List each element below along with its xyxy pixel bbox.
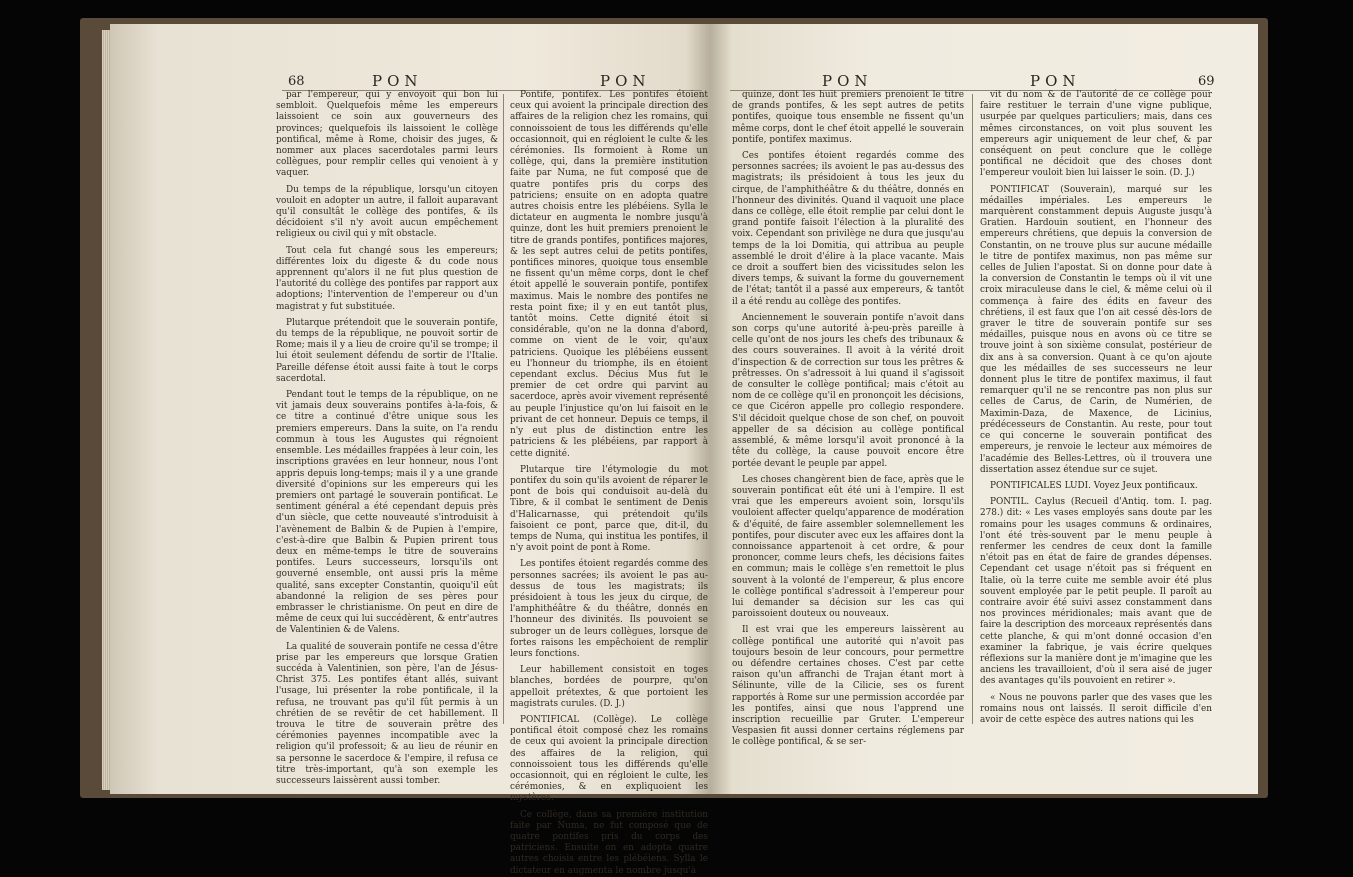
paragraph: Anciennement le souverain pontife n'avoit dans son corps qu'une autorité à-peu-près pareille à celle qu'ont de nos jours les chefs des tribunaux & des cours souveraines. Il avoit à la vérité droit d'inspection & de correction sur tous les prêtres & prêtresses. On s'adressoit à lui quand il s'agissoit de consulter le collège pontifical; mais c'étoit au nom de ce collège qu'il en prononçoit les décisions, ce que Cicéron appelle pro collegio respondere. S'il décidoit quelque chose de son chef, on pouvoit appeller de sa décision au collège pontifical assemblé, & même lorsqu'il avoit prononcé à la tête du collège, la cause pouvoit encore être portée devant le peuple par appel. [732, 312, 964, 469]
paragraph: Ces pontifes étoient regardés comme des personnes sacrées; ils avoient le pas au-dessus des magistrats; ils présidoient à tous les jeux du cirque, de l'amphithéâtre & du théâtre, donnés en l'honneur des divinités. Quand il vaquoit une place dans ce collège, elle étoit remplie par celui dont le grand pontife faisoit l'élection à la pluralité des voix. Cependant son privilège ne dura que jusqu'au temps de la loi Domitia, qui attribua au peuple assemblé le droit d'élire à la place vacante. Mais ce droit a souffert bien des vicissitudes selon les divers temps, & suivant la forme du gouvernement de l'état; tantôt il a passé aux empereurs, & tantôt il a été rendu au collège des pontifes. [732, 151, 964, 307]
paragraph: Leur habillement consistoit en toges blanches, bordées de pourpre, qu'on appelloit prétextes, & que portoient les magistrats curules. (D. J.) [510, 665, 708, 709]
left-column-1 [276, 90, 498, 786]
paragraph: Plutarque tire l'étymologie du mot pontifex du soin qu'ils avoient de réparer le pont de bois qui conduisoit au-delà du Tibre, & il combat le sentiment de Denis d'Halicarnasse, qui prétendoit qu'ils faisoient ce pont, parce que, dit-il, du temps de Numa, qui institua les pontifes, il n'y avoit point de pont à Rome. [510, 464, 708, 554]
paragraph: Du temps de la république, lorsqu'un citoyen vouloit en adopter un autre, il falloit auparavant qu'il consultât le collège des pontifes, & ils décidoient s'il n'y avoit aucun empêchement religieux ou civil qui y mît obstacle. [276, 184, 498, 240]
paragraph: quinze, dont les huit premiers prenoient le titre de grands pontifes, & les sept autres de petits pontifes, quoique tous ensemble ne fissent qu'un même corps, dont le chef étoit appellé le souverain pontife, pontifex maximus. [732, 90, 964, 145]
running-head-right-1: PON [822, 72, 873, 90]
paragraph: La qualité de souverain pontife ne cessa d'être prise par les empereurs que lorsque Gratien succéda à Valentinien, son père, l'an de Jésus-Christ 375. Les pontifes étant allés, suivant l'usage, lui présenter la robe pontificale, il la refusa, ne trouvant pas qu'il fût permis à un chrétien de se revêtir de cet habillement. Il trouva le titre de souverain prêtre des cérémonies payennes incompatible avec la religion qu'il professoit; & au lieu de réunir en sa personne le sacerdoce & l'empire, il refusa ce titre très-important, qu'à son exemple les successeurs laissèrent aussi tomber. [276, 641, 498, 786]
paragraph: Pendant tout le temps de la république, on ne vit jamais deux souverains pontifes à-la-fois, & ce titre a continué d'être unique sous les premiers empereurs. Dans la suite, on l'a rendu commun à tous les Augustes qui régnoient ensemble. Les médailles frappées à leur coin, les inscriptions gravées en leur honneur, nous l'ont appris depuis long-temps; mais il y a une grande diversité d'opinions sur les empereurs qui les premiers ont partagé le souverain pontificat. Le sentiment général a été cependant depuis près d'un siècle, que cette nouveauté s'introduisit à l'avènement de Balbin & de Pupien à l'empire, c'est-à-dire que Balbin & Pupien prirent tous deux en même-temps le titre de souverains pontifes. Leurs successeurs, lorsqu'ils ont gouverné ensemble, ont aussi pris la même qualité, sans excepter Constantin, quoiqu'il eût abandonné la religion de ses pères pour embrasser le christianisme. On peut en dire de même de ceux qui lui succédèrent, & entr'autres de Valentinien & de Valens. [276, 390, 498, 636]
right-column-1 [732, 90, 964, 748]
right-column-2 [980, 90, 1212, 730]
paragraph: Pontife, pontifex. Les pontifes étoient ceux qui avoient la principale direction des affaires de la religion chez les romains, qui connoissoient de tous les différends qu'elle occasionnoit, qui en régloient le culte & les cérémonies. Ils formoient à Rome un collège, qui, dans la première institution faite par Numa, ne fut composé que de quatre pontifes pris du corps des patriciens; ensuite on en adopta quatre autres choisis entre les plébéiens. Sylla le dictateur en augmenta le nombre jusqu'à quinze, dont les huit premiers prenoient le titre de grands pontifes, pontifices majores, & les sept autres celui de petits pontifes, pontifices minores, quoique tous ensemble ne fissent qu'un même corps, dont le chef étoit appellé le souverain pontife, pontifex maximus. Mais le nombre des pontifes ne resta point fixe; il y en eut tantôt plus, tantôt moins. Cette dignité étoit si considérable, qu'on ne la donna d'abord, comme on vient de le voir, qu'aux patriciens. Quoique les plébéiens eussent eu l'honneur du triomphe, ils en étoient cependant exclus. Décius Mus fut le premier de cet ordre qui parvint au sacerdoce, après avoir vivement représenté au peuple l'injustice qu'on lui faisoit en le privant de cet honneur. Depuis ce temps, il n'y eut plus de distinction entre les patriciens & les plébéiens, par rapport à cette dignité. [510, 90, 708, 459]
running-head-left-2: PON [600, 72, 651, 90]
running-head-right-2: PON [1030, 72, 1081, 90]
book [80, 18, 1268, 876]
paragraph: PONTIFICALES LUDI. Voyez Jeux pontificaux. [990, 480, 1198, 491]
right-page [710, 24, 1258, 794]
paragraph: vit du nom & de l'autorité de ce collège pour faire restituer le terrain d'une vigne publique, usurpée par quelques particuliers; mais, dans ces mêmes circonstances, on voit plus souvent les empereurs agir uniquement de leur chef, & par conséquent on peut conclure que le collège pontifical ne décidoit que des choses dont l'empereur vouloit bien lui laisser le soin. (D. J.) [980, 90, 1212, 179]
paragraph: « Nous ne pouvons parler que des vases que les romains nous ont laissés. Il seroit difficile d'en avoir de cette espèce des autres nations qui les [980, 692, 1212, 725]
paragraph: Ce collège, dans sa première institution faite par Numa, ne fut composé que de quatre pontifes pris du corps des patriciens. Ensuite on en adopta quatre autres choisis entre les plébéiens. Sylla le dictateur en augmenta le nombre jusqu'à [510, 809, 708, 876]
paragraph: PONTIL. Caylus (Recueil d'Antiq. tom. I. pag. 278.) dit: « Les vases employés sans doute par les romains pour les usages communs & ordinaires, l'ont été très-souvent par le menu peuple à renfermer les cendres de ceux dont la famille n'étoit pas en état de faire de grandes dépenses. Cependant cet usage n'étoit pas si fréquent en Italie, où la terre cuite me semble avoir été plus souvent employée par le petit peuple. Il paroît au contraire avoir été suivi assez constamment dans nos provinces méridionales; mais avant que de faire la description des morceaux représentés dans cette planche, & qui m'ont donné occasion d'en examiner la fabrique, je vais écrire quelques réflexions sur la manière dont je m'imagine que les anciens les travailloient, d'où il sera aisé de juger des avantages qu'ils pouvoient en retirer ». [980, 497, 1212, 687]
page-number-left: 68 [288, 74, 305, 89]
running-head-left-1: PON [372, 72, 423, 90]
paragraph: par l'empereur, qui y envoyoit qui bon lui sembloit. Quelquefois même les empereurs laissoient ce soin aux gouverneurs des provinces; quelquefois ils laissoient le collège pontifical, même à Rome, choisir des juges, & nommer aux places sacerdotales parmi leurs collègues, pour remplir celles qui venoient à y vaquer. [276, 90, 498, 179]
page-number-right: 69 [1198, 74, 1215, 89]
paragraph: PONTIFICAT (Souverain), marqué sur les médailles impériales. Les empereurs le marquèrent constamment depuis Auguste jusqu'à Gratien. Hardouin soutient, en l'honneur des empereurs chrétiens, que depuis la conversion de Constantin, on ne trouve plus sur aucune médaille le titre de pontifex maximus, non pas même sur celles de Julien l'apostat. Si on donne pour date à la conversion de Constantin le temps où il vit une croix miraculeuse dans le ciel, & même celui où il commença à faire des édits en faveur des chrétiens, il est faux que l'on ait cessé dès-lors de graver le titre de souverain pontife sur ses médailles, puisque nous en avons où ce titre se trouve joint à son sixième consulat, postérieur de dix ans à sa conversion. Quant à ce qu'on ajoute que les médailles de ses successeurs ne leur donnent plus le titre de pontifex maximus, il faut remarquer qu'il ne se rencontre pas non plus sur celles de Carus, de Carin, de Numérien, de Maximin-Daza, de Maxence, de Licinius, prédécesseurs de Constantin. Au reste, pour tout ce qui concerne le souverain pontificat des empereurs, je renvoie le lecteur aux mémoires de l'académie des Belles-Lettres, où il trouvera une dissertation assez étendue sur ce sujet. [980, 184, 1212, 475]
paragraph: PONTIFICAL (Collège). Le collège pontifical étoit composé chez les romains de ceux qui avoient la principale direction des affaires de la religion, qui connoissoient tous les différends qu'elle occasionnoit, qui en régloient le culte, les cérémonies, & en expliquoient les mystères. [510, 714, 708, 804]
column-rule-left [503, 94, 504, 724]
paragraph: Il est vrai que les empereurs laissèrent au collège pontifical une autorité qui n'avoit pas toujours besoin de leur concours, pour permettre ou défendre certaines choses. C'est par cette raison qu'un affranchi de Trajan étant mort à Sélinunte, ville de la Cilicie, ses os furent rapportés à Rome sur une permission accordée par les pontifes, ainsi que nous l'apprend une inscription recueillie par Gruter. L'empereur Vespasien fit aussi donner certains réglemens par le collège pontifical, & se ser- [732, 625, 964, 748]
paragraph: Tout cela fut changé sous les empereurs; différentes loix du digeste & du code nous apprennent qu'alors il ne fut plus question de l'autorité du collège des pontifes par rapport aux adoptions; l'intervention de l'empereur ou d'un magistrat y fut substituée. [276, 245, 498, 312]
paragraph: Les pontifes étoient regardés comme des personnes sacrées; ils avoient le pas au-dessus de tous les magistrats; ils présidoient à tous les jeux du cirque, de l'amphithéâtre & du théâtre, donnés en l'honneur des divinités. Ils pouvoient se subroger un de leurs collègues, lorsque de fortes raisons les empêchoient de remplir leurs fonctions. [510, 559, 708, 659]
column-rule-right [972, 94, 973, 724]
paragraph: Plutarque prétendoit que le souverain pontife, du temps de la république, ne pouvoit sortir de Rome; mais il y a lieu de croire qu'il se trompe; il lui étoit seulement défendu de sortir de l'Italie. Pareille défense étoit aussi faite à tout le corps sacerdotal. [276, 317, 498, 384]
paragraph: Les choses changèrent bien de face, après que le souverain pontificat eût été uni à l'empire. Il est vrai que les empereurs avoient soin, lorsqu'ils vouloient affecter quelqu'apparence de modération & d'équité, de faire assembler solemnellement les pontifes, pour discuter avec eux les affaires dont la connoissance appartenoit à cet ordre, & pour prononcer, comme leurs chefs, les décisions faites en commun; mais le collège s'en remettoit le plus souvent à la volonté de l'empereur, & plus encore le collège pontifical s'adressoit à l'empereur pour lui demander sa décision sur les cas qui paroissoient douteux ou nouveaux. [732, 474, 964, 620]
left-column-2 [510, 90, 708, 876]
left-page [110, 24, 710, 876]
